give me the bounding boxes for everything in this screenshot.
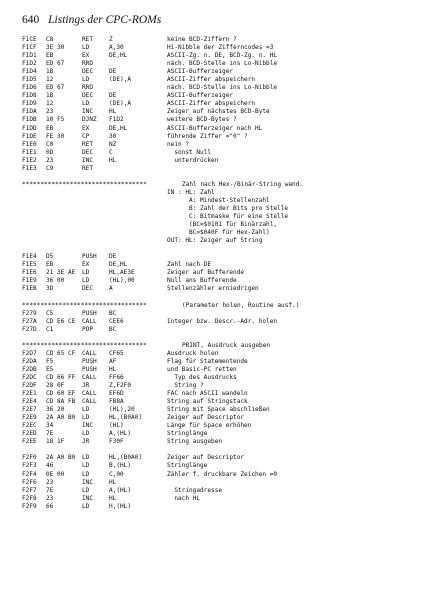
address: F1DB — [22, 116, 37, 124]
comment: Zähler f. druckbare Zeichen =0 — [167, 470, 278, 478]
hex-bytes: 23 — [46, 108, 54, 116]
listing-line — [22, 366, 412, 374]
hex-bytes: 12 — [46, 100, 54, 108]
operand: (DE),A — [109, 76, 132, 84]
comment: Zeiger auf Descriptor — [167, 414, 245, 422]
mnemonic: RRD — [82, 60, 94, 68]
comment: Stellenzähler erniedrigen — [167, 285, 259, 293]
hex-bytes: 23 — [46, 478, 54, 486]
listing-line — [22, 189, 412, 197]
operand: C,00 — [109, 470, 124, 478]
hex-bytes: 0E 00 — [46, 470, 65, 478]
hex-bytes: 10 F5 — [46, 116, 65, 124]
hex-bytes: C0 — [46, 140, 54, 148]
mnemonic: INC — [82, 108, 94, 116]
mnemonic: LD — [82, 414, 90, 422]
mnemonic: CALL — [82, 398, 97, 406]
comment: ASCII-Zg. n. DE, BCD-Zg. n. HL — [167, 52, 278, 60]
operand: (HL),00 — [109, 277, 135, 285]
listing-line — [22, 237, 412, 245]
address: F2F7 — [22, 486, 37, 494]
address: F2E9 — [22, 414, 37, 422]
section-separator — [22, 302, 412, 310]
listing-line — [22, 479, 412, 487]
operand: F30F — [109, 438, 124, 446]
listing-line — [22, 141, 412, 149]
mnemonic: POP — [82, 325, 94, 333]
hex-bytes: D5 — [46, 253, 54, 261]
mnemonic: CALL — [82, 317, 97, 325]
hex-bytes: 34 — [46, 422, 54, 430]
hex-bytes: 2A A0 B0 — [46, 414, 76, 422]
comment: näch. BCD-Stelle ins Lo-Nibble — [167, 84, 278, 92]
mnemonic: RET — [82, 36, 94, 43]
mnemonic: INC — [82, 156, 94, 164]
mnemonic: LD — [82, 486, 90, 494]
operand: NZ — [109, 140, 117, 148]
operand: HL — [109, 365, 117, 373]
address: F2F0 — [22, 454, 37, 462]
listing-line — [22, 157, 412, 165]
address: F1D9 — [22, 100, 37, 108]
hex-bytes: C8 — [46, 36, 54, 43]
mnemonic: PUSH — [82, 309, 97, 317]
listing-line — [22, 471, 412, 479]
listing-line — [22, 326, 412, 334]
hex-bytes: 1B — [46, 68, 54, 76]
comment: String mit Space abschließen — [167, 406, 270, 414]
listing-line — [22, 261, 412, 269]
address: F1DE — [22, 132, 37, 140]
listing-line — [22, 406, 412, 414]
comment: String ausgeben — [167, 438, 223, 446]
operand: F1D2 — [109, 116, 124, 124]
comment: ASCII-Bufferzeiger nach HL — [167, 124, 263, 132]
address: F2EC — [22, 422, 37, 430]
operand: CF65 — [109, 349, 124, 357]
mnemonic: LD — [82, 430, 90, 438]
comment: unterdrücken — [167, 156, 219, 164]
listing-line — [22, 285, 412, 293]
mnemonic: LD — [82, 406, 90, 414]
mnemonic: INC — [82, 494, 94, 502]
address: F1E0 — [22, 140, 37, 148]
operand: DE,HL — [109, 124, 128, 132]
listing-line — [22, 108, 412, 116]
address: F2DF — [22, 382, 37, 390]
operand: A,30 — [109, 44, 124, 52]
address: F2DB — [22, 365, 37, 373]
operand: (HL),20 — [109, 406, 135, 414]
listing-line — [22, 60, 412, 68]
listing-line — [22, 84, 412, 92]
listing-line — [22, 350, 412, 358]
listing-line — [22, 149, 412, 157]
address: F1D5 — [22, 76, 37, 84]
hex-bytes: F5 — [46, 357, 54, 365]
comment: nach HL — [167, 494, 201, 502]
operand: A,(HL) — [109, 486, 132, 494]
operand: HL,(B0A0) — [109, 454, 143, 462]
hex-bytes: EB — [46, 124, 54, 132]
comment: Ausdruck holen — [167, 349, 219, 357]
mnemonic: JR — [82, 438, 90, 446]
hex-bytes: C5 — [46, 309, 54, 317]
listing-line — [22, 229, 412, 237]
listing-line — [22, 438, 412, 446]
mnemonic: DEC — [82, 68, 94, 76]
mnemonic: INC — [82, 422, 94, 430]
hex-bytes: 23 — [46, 494, 54, 502]
listing-line — [22, 253, 412, 261]
assembly-listing — [22, 36, 412, 511]
comment: OUT: HL: Zeiger auf String — [167, 237, 263, 245]
comment: B: Zahl der Bits pro Stelle — [167, 204, 289, 212]
hex-bytes: EB — [46, 261, 54, 269]
separator-stars: ********************************** — [22, 180, 147, 188]
operand: B,(HL) — [109, 462, 132, 470]
listing-line — [22, 100, 412, 108]
mnemonic: LD — [82, 502, 90, 510]
operand: DE — [109, 68, 117, 76]
hex-bytes: 21 3E AE — [46, 269, 76, 277]
mnemonic: DEC — [82, 285, 94, 293]
listing-line — [22, 76, 412, 84]
hex-bytes: CD 60 EF — [46, 390, 76, 398]
listing-line — [22, 125, 412, 133]
hex-bytes: ED 67 — [46, 84, 65, 92]
operand: HL — [109, 108, 117, 116]
address: F2D7 — [22, 349, 37, 357]
address: F1E1 — [22, 148, 37, 156]
operand: BC — [109, 325, 117, 333]
mnemonic: RET — [82, 164, 94, 172]
operand: DE — [109, 253, 117, 261]
listing-line — [22, 269, 412, 277]
address: F2EE — [22, 438, 37, 446]
listing-line — [22, 462, 412, 470]
mnemonic: LD — [82, 470, 90, 478]
mnemonic: PUSH — [82, 357, 97, 365]
hex-bytes: 36 00 — [46, 277, 65, 285]
operand: HL — [109, 156, 117, 164]
operand: FF66 — [109, 373, 124, 381]
operand: Z — [109, 36, 113, 43]
address: F1E6 — [22, 269, 37, 277]
listing-line — [22, 205, 412, 213]
address: F2E4 — [22, 398, 37, 406]
operand: HL — [109, 478, 117, 486]
comment: und Basic-PC retten — [167, 365, 237, 373]
operand: EF6D — [109, 390, 124, 398]
comment: String auf Stringstack — [167, 398, 248, 406]
mnemonic: LD — [82, 269, 90, 277]
address: F279 — [22, 309, 37, 317]
listing-line — [22, 487, 412, 495]
comment: Hi-Nibble der Zifferncodes =3 — [167, 44, 274, 52]
hex-bytes: 66 — [46, 502, 54, 510]
operand: DE,HL — [109, 261, 128, 269]
address: F1D8 — [22, 92, 37, 100]
blank-line — [22, 173, 412, 181]
listing-line — [22, 454, 412, 462]
hex-bytes: 36 20 — [46, 406, 65, 414]
mnemonic: DJNZ — [82, 116, 97, 124]
operand: A,(HL) — [109, 430, 132, 438]
address: F1EB — [22, 285, 37, 293]
mnemonic: CALL — [82, 373, 97, 381]
hex-bytes: 3D — [46, 285, 54, 293]
address: F2F6 — [22, 478, 37, 486]
hex-bytes: CD 65 CF — [46, 349, 76, 357]
operand: FB8A — [109, 398, 124, 406]
address: F1E3 — [22, 164, 37, 172]
listing-line — [22, 116, 412, 124]
operand: AF — [109, 357, 117, 365]
mnemonic: LD — [82, 454, 90, 462]
address: F2ED — [22, 430, 37, 438]
address: F1D1 — [22, 52, 37, 60]
mnemonic: INC — [82, 478, 94, 486]
address: F2F4 — [22, 470, 37, 478]
section-title: (Parameter holen, Routine ausf.) — [182, 301, 300, 309]
mnemonic: LD — [82, 462, 90, 470]
comment: ASCII-Bufferzeiger — [167, 92, 234, 100]
page-number: 640 — [22, 14, 40, 26]
operand: HL,(B0A0) — [109, 414, 143, 422]
listing-line — [22, 495, 412, 503]
section-separator — [22, 181, 412, 189]
comment: weitere BCD-Bytes ? — [167, 116, 237, 124]
listing-line — [22, 430, 412, 438]
comment: String ? — [167, 382, 204, 390]
operand: DE,HL — [109, 52, 128, 60]
address: F1E5 — [22, 261, 37, 269]
comment: (BC=$0101 für Binärzahl, — [167, 221, 278, 229]
page-title: Listings der CPC-ROMs — [48, 14, 162, 26]
listing-line — [22, 374, 412, 382]
listing-line — [22, 133, 412, 141]
hex-bytes: CD 8A FB — [46, 398, 76, 406]
mnemonic: EX — [82, 124, 90, 132]
hex-bytes: 7E — [46, 486, 54, 494]
comment: Stringlänge — [167, 462, 208, 470]
address: F1CE — [22, 36, 37, 43]
hex-bytes: 28 0F — [46, 382, 65, 390]
listing-line — [22, 68, 412, 76]
comment: ASCII-Ziffer abspeichern — [167, 100, 256, 108]
hex-bytes: 0D — [46, 148, 54, 156]
comment: Stringlänge — [167, 430, 208, 438]
address: F1D6 — [22, 84, 37, 92]
address: F1E2 — [22, 156, 37, 164]
separator-stars: ********************************** — [22, 301, 147, 309]
mnemonic: EX — [82, 52, 90, 60]
comment: A: Mindest-Stellenzahl — [167, 196, 270, 204]
hex-bytes: 7E — [46, 430, 54, 438]
hex-bytes: EB — [46, 52, 54, 60]
mnemonic: LD — [82, 100, 90, 108]
listing-line — [22, 92, 412, 100]
listing-line — [22, 318, 412, 326]
address: F1D2 — [22, 60, 37, 68]
listing-line — [22, 422, 412, 430]
listing-line — [22, 277, 412, 285]
address: F27A — [22, 317, 37, 325]
listing-line — [22, 52, 412, 60]
comment: Integer bzw. Descr.-Adr. holen — [167, 317, 278, 325]
listing-line — [22, 503, 412, 511]
operand: H,(HL) — [109, 502, 132, 510]
operand: CEE6 — [109, 317, 124, 325]
hex-bytes: 12 — [46, 76, 54, 84]
address: F1E4 — [22, 253, 37, 261]
comment: Länge für Space erhöhen — [167, 422, 252, 430]
operand: Z,F2F0 — [109, 382, 132, 390]
hex-bytes: CD E6 CE — [46, 317, 76, 325]
operand: BC — [109, 309, 117, 317]
operand: HL — [109, 494, 117, 502]
mnemonic: EX — [82, 261, 90, 269]
blank-line — [22, 245, 412, 253]
comment: Zeiger auf Descriptor — [167, 454, 245, 462]
comment: IN : HL: Zahl — [167, 188, 215, 196]
blank-line — [22, 446, 412, 454]
hex-bytes: 18 1F — [46, 438, 65, 446]
comment: Typ des Ausdrucks — [167, 373, 237, 381]
address: F1D4 — [22, 68, 37, 76]
address: F2E7 — [22, 406, 37, 414]
mnemonic: PUSH — [82, 253, 97, 261]
operand: HL,AE3E — [109, 269, 135, 277]
blank-line — [22, 334, 412, 342]
separator-stars: ********************************** — [22, 341, 147, 349]
comment: FAC nach ASCII wandeln — [167, 390, 248, 398]
comment: Stringadresse — [167, 486, 223, 494]
comment: ASCII-Ziffer abspeichern — [167, 76, 256, 84]
comment: führende Ziffer ="0" ? — [167, 132, 248, 140]
operand: C — [109, 148, 113, 156]
hex-bytes: C9 — [46, 164, 54, 172]
comment: Null ans Bufferende — [167, 277, 237, 285]
comment: keine BCD-Ziffern ? — [167, 36, 237, 43]
mnemonic: RRD — [82, 84, 94, 92]
comment: Zeiger auf Bufferende — [167, 269, 245, 277]
mnemonic: RET — [82, 140, 94, 148]
mnemonic: DEC — [82, 148, 94, 156]
hex-bytes: C1 — [46, 325, 54, 333]
operand: DE — [109, 92, 117, 100]
comment: Zeiger auf nächstes BCD-Byte — [167, 108, 270, 116]
address: F1E9 — [22, 277, 37, 285]
address: F2F8 — [22, 494, 37, 502]
address: F1DA — [22, 108, 37, 116]
address: F1CF — [22, 44, 37, 52]
operand: (HL) — [109, 422, 124, 430]
address: F2F3 — [22, 462, 37, 470]
comment: C: Bitmaske für eine Stelle — [167, 213, 289, 221]
listing-line — [22, 382, 412, 390]
hex-bytes: ED 67 — [46, 60, 65, 68]
operand: 30 — [109, 132, 117, 140]
mnemonic: DEC — [82, 92, 94, 100]
hex-bytes: CD 66 FF — [46, 373, 76, 381]
hex-bytes: 3E 30 — [46, 44, 65, 52]
comment: sonst Null — [167, 148, 212, 156]
address: F2E1 — [22, 390, 37, 398]
address: F2DC — [22, 373, 37, 381]
mnemonic: CP — [82, 132, 90, 140]
listing-line — [22, 221, 412, 229]
hex-bytes: 46 — [46, 462, 54, 470]
blank-line — [22, 294, 412, 302]
listing-line — [22, 36, 412, 44]
mnemonic: LD — [82, 76, 90, 84]
hex-bytes: 1B — [46, 92, 54, 100]
section-title: Zahl nach Hex-/Binär-String wand. — [182, 180, 304, 188]
page-header — [22, 14, 161, 26]
hex-bytes: 2A A0 B0 — [46, 454, 76, 462]
mnemonic: LD — [82, 44, 90, 52]
listing-line — [22, 197, 412, 205]
address: F1DD — [22, 124, 37, 132]
mnemonic: LD — [82, 277, 90, 285]
mnemonic: CALL — [82, 390, 97, 398]
address: F2F9 — [22, 502, 37, 510]
listing-line — [22, 390, 412, 398]
mnemonic: CALL — [82, 349, 97, 357]
hex-bytes: FE 30 — [46, 132, 65, 140]
comment: Flag für Statementende — [167, 357, 248, 365]
comment: Zahl nach DE — [167, 261, 212, 269]
mnemonic: JR — [82, 382, 90, 390]
comment: näch. BCD-Stelle ins Lo-Nibble — [167, 60, 278, 68]
operand: (DE),A — [109, 100, 132, 108]
operand: A — [109, 285, 113, 293]
comment: ASCII-Bufferzeiger — [167, 68, 234, 76]
comment: BC=$040F für Hex-Zahl) — [167, 229, 270, 237]
listing-line — [22, 414, 412, 422]
section-title: PRINT, Ausdruck ausgeben — [182, 341, 271, 349]
listing-line — [22, 310, 412, 318]
listing-line — [22, 44, 412, 52]
hex-bytes: E5 — [46, 365, 54, 373]
listing-line — [22, 213, 412, 221]
section-separator — [22, 342, 412, 350]
address: F2DA — [22, 357, 37, 365]
listing-line — [22, 358, 412, 366]
listing-line — [22, 165, 412, 173]
mnemonic: PUSH — [82, 365, 97, 373]
listing-line — [22, 398, 412, 406]
comment: nein ? — [167, 140, 190, 148]
hex-bytes: 23 — [46, 156, 54, 164]
address: F27D — [22, 325, 37, 333]
